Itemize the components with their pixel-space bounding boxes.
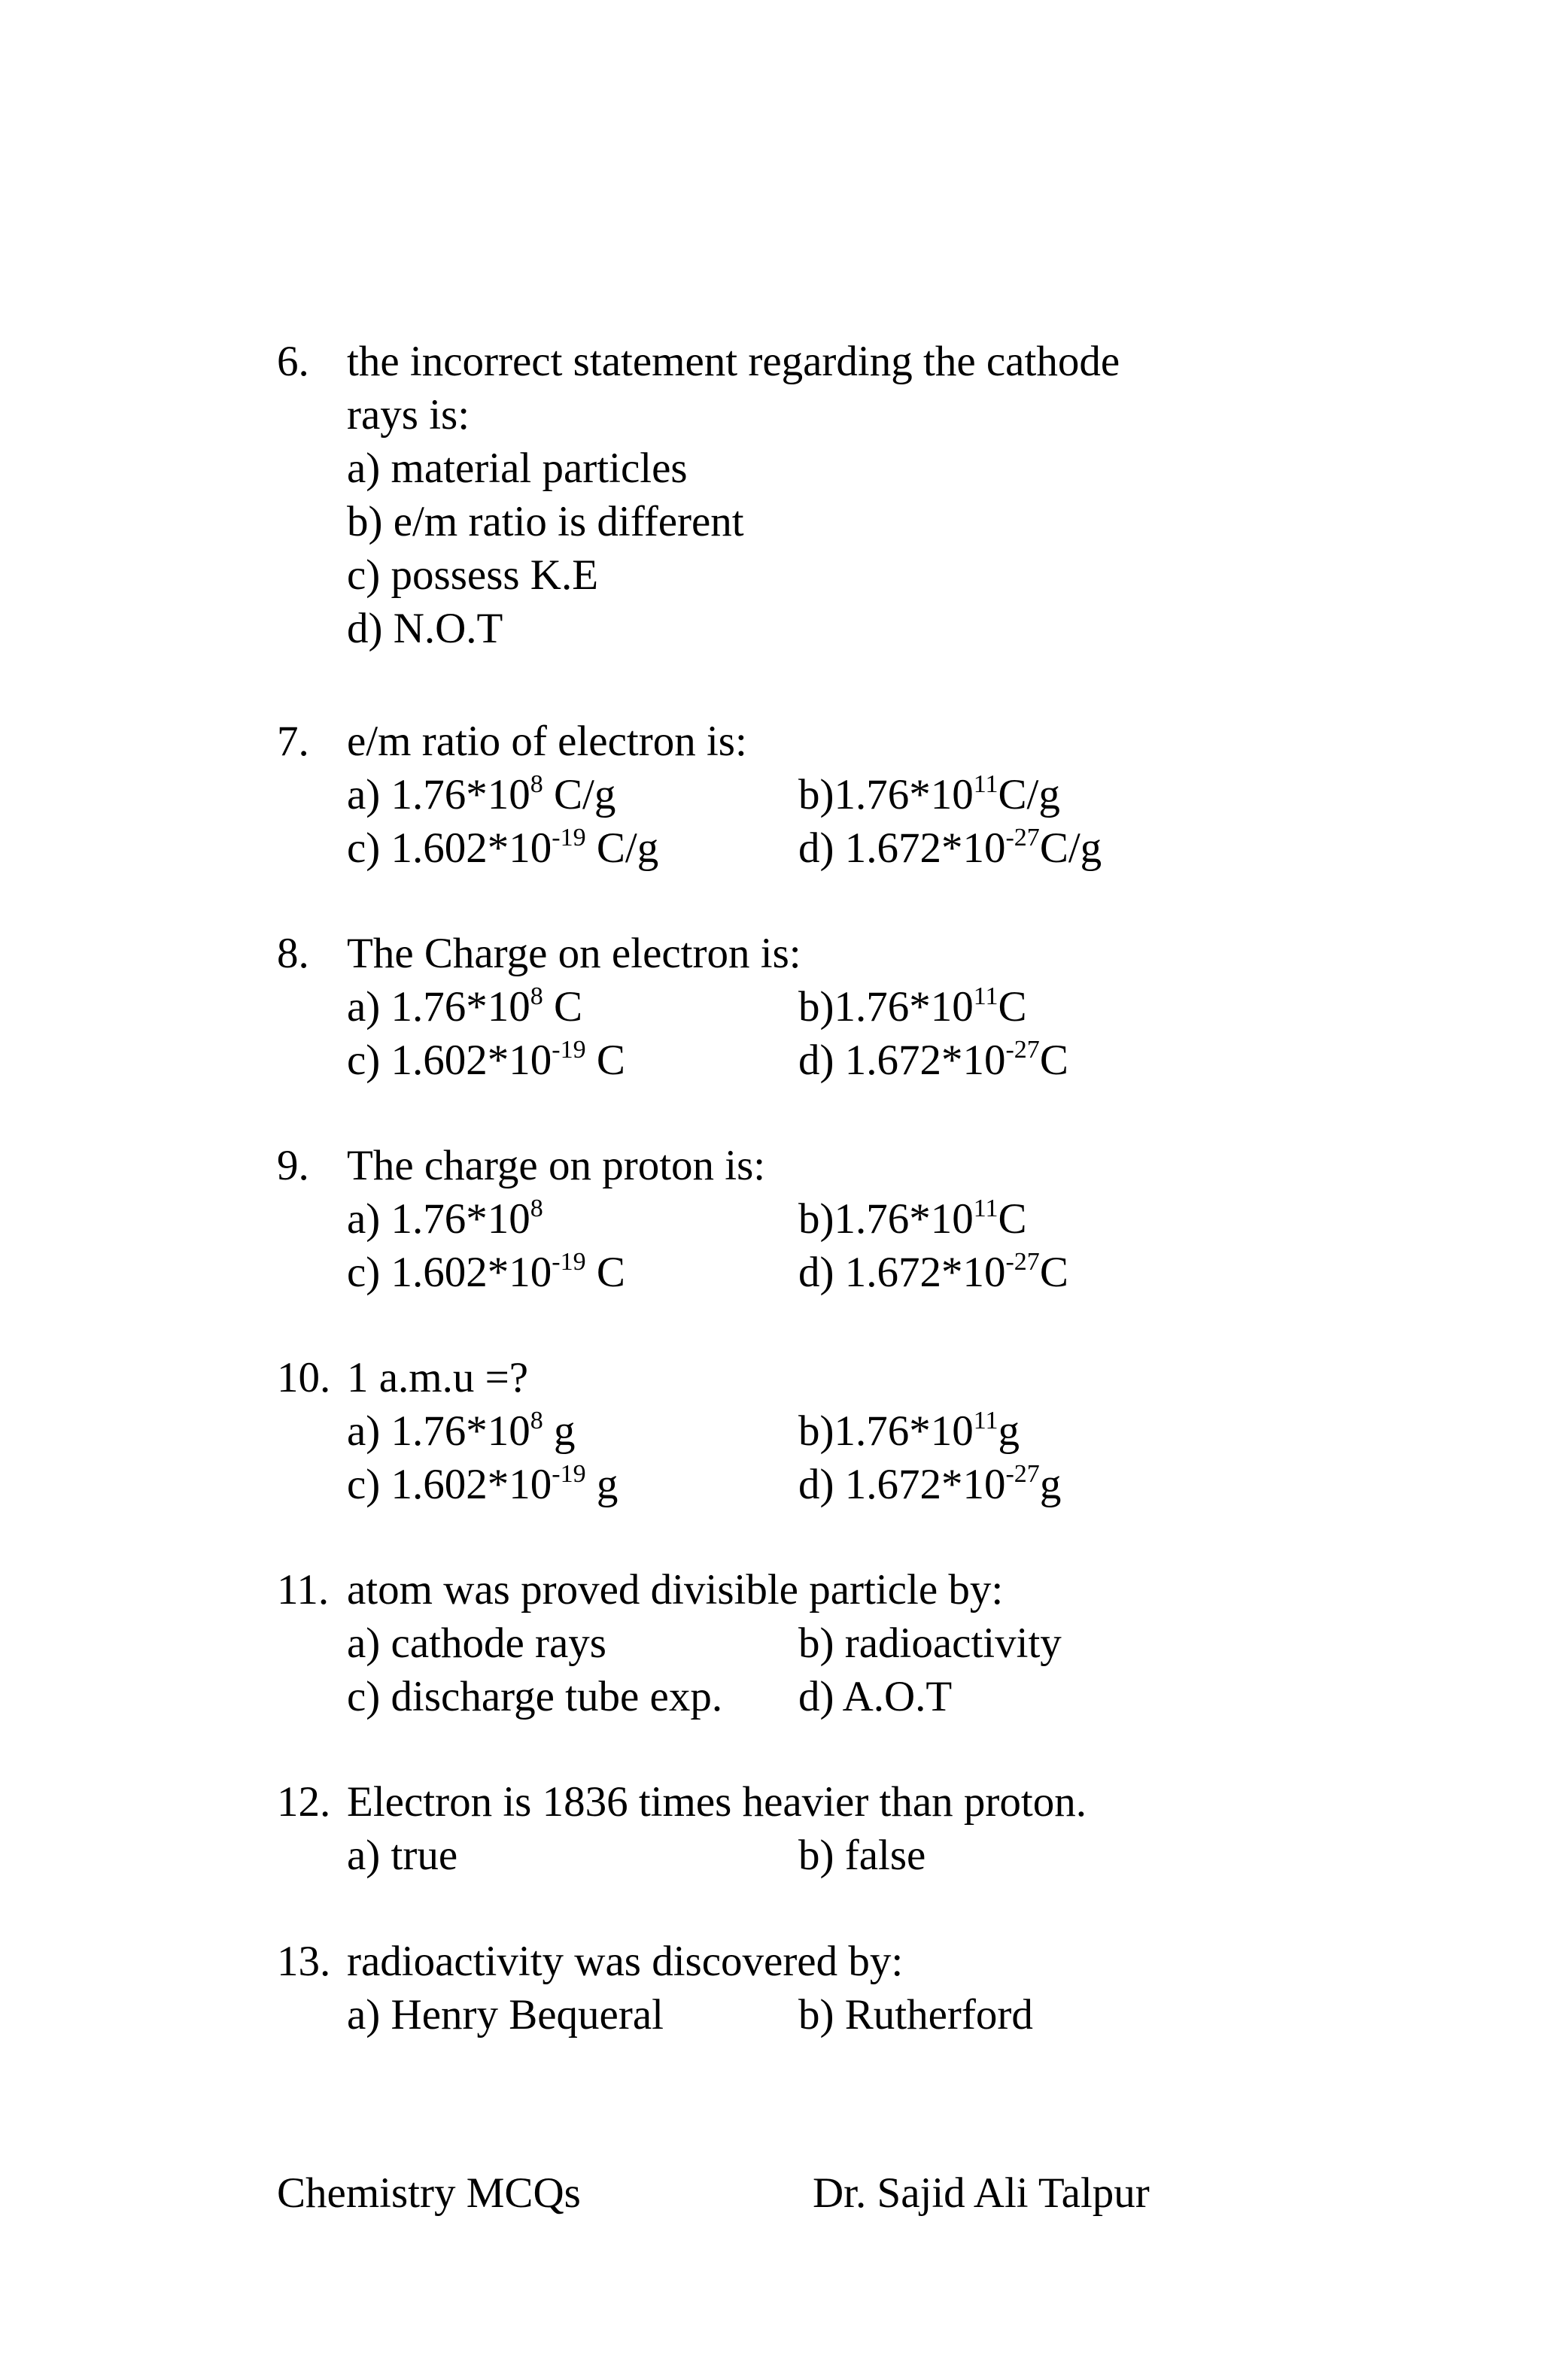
options-row: [277, 602, 1255, 655]
footer-left-text: Chemistry MCQs: [277, 2169, 581, 2217]
option-value: d) 1.672*10: [798, 1461, 1006, 1508]
question-text: The Charge on electron is:: [347, 930, 801, 977]
question-number: 8.: [277, 930, 309, 977]
question-line: [277, 1139, 1255, 1192]
question-line: [277, 1563, 1255, 1617]
question-text: e/m ratio of electron is:: [347, 718, 747, 765]
options-row: [277, 495, 1255, 548]
question-text: The charge on proton is:: [347, 1142, 766, 1189]
option-unit: C: [998, 983, 1027, 1031]
options-row: [277, 1034, 1255, 1087]
option-value: a) 1.76*10: [347, 1195, 530, 1243]
option-value: b)1.76*10: [798, 983, 974, 1031]
option-text: [347, 980, 582, 1034]
option-value: a) 1.76*10: [347, 771, 530, 818]
question-number: 9.: [277, 1142, 309, 1189]
question-text: the incorrect statement regarding the cathode: [347, 338, 1120, 385]
option-text: b) Rutherford: [798, 1991, 1033, 2038]
option-text: [798, 1192, 1027, 1246]
option-unit: C: [1039, 1037, 1068, 1084]
option-unit: C: [1039, 1249, 1068, 1296]
option-text: [347, 768, 615, 821]
option-text: a) Henry Bequeral: [347, 1991, 664, 2038]
options-row: [277, 1404, 1255, 1458]
option-text: [347, 1458, 618, 1511]
question-text: radioactivity was discovered by:: [347, 1938, 904, 1985]
question-text: 1 a.m.u =?: [347, 1354, 529, 1401]
question-line: [277, 715, 1255, 768]
question-number: 11.: [277, 1566, 330, 1613]
option-value: d) 1.672*10: [798, 1249, 1006, 1296]
options-row: [277, 768, 1255, 821]
option-value: b)1.76*10: [798, 1195, 974, 1243]
question-block: [277, 1935, 1255, 2042]
option-text: [798, 768, 1060, 821]
option-exponent: 8: [530, 1195, 543, 1222]
option-unit: g: [543, 1407, 576, 1455]
question-number: 10.: [277, 1354, 331, 1401]
option-text: d) A.O.T: [798, 1673, 953, 1720]
option-unit: g: [998, 1407, 1020, 1455]
question-line: [277, 1351, 1255, 1404]
options-row: [277, 1617, 1255, 1670]
option-value: c) 1.602*10: [347, 1461, 552, 1508]
question-line: [277, 1935, 1255, 1988]
option-unit: C: [585, 1249, 625, 1296]
question-block: [277, 927, 1255, 1087]
option-value: c) 1.602*10: [347, 824, 552, 872]
option-unit: C: [998, 1195, 1027, 1243]
question-line: [277, 1775, 1255, 1829]
option-value: a) 1.76*10: [347, 983, 530, 1031]
option-exponent: -19: [552, 824, 586, 852]
question-block: [277, 335, 1255, 655]
question-block: [277, 1351, 1255, 1511]
option-text: c) possess K.E: [347, 551, 599, 599]
question-text: Electron is 1836 times heavier than proton.: [347, 1778, 1087, 1826]
options-row: [277, 1829, 1255, 1882]
footer-right-text: Dr. Sajid Ali Talpur: [813, 2169, 1150, 2217]
options-row: [277, 1458, 1255, 1511]
option-text: [798, 1458, 1061, 1511]
option-unit: C/g: [1039, 824, 1102, 872]
option-unit: C/g: [585, 824, 659, 872]
option-exponent: -19: [552, 1248, 586, 1276]
option-exponent: 11: [973, 770, 998, 798]
option-exponent: 8: [530, 1407, 543, 1434]
option-unit: C/g: [543, 771, 616, 818]
question-block: [277, 1139, 1255, 1299]
options-row: [277, 1988, 1255, 2042]
option-exponent: 8: [530, 982, 543, 1010]
option-exponent: -27: [1005, 1248, 1040, 1276]
option-text: b) false: [798, 1832, 926, 1879]
option-value: c) 1.602*10: [347, 1037, 552, 1084]
option-text: a) true: [347, 1832, 458, 1879]
question-text: rays is:: [347, 391, 470, 439]
option-exponent: -19: [552, 1460, 586, 1488]
question-text: atom was proved divisible particle by:: [347, 1566, 1004, 1613]
option-text: [798, 1034, 1068, 1087]
option-text: [798, 1246, 1068, 1299]
option-unit: C/g: [998, 771, 1060, 818]
options-row: [277, 442, 1255, 495]
option-text: d) N.O.T: [347, 605, 503, 652]
option-exponent: -19: [552, 1036, 586, 1064]
question-number: 12.: [277, 1778, 331, 1826]
question-number: 13.: [277, 1938, 331, 1985]
option-text: [798, 980, 1027, 1034]
option-unit: g: [585, 1461, 619, 1508]
option-text: [798, 1404, 1020, 1458]
option-text: [347, 1404, 576, 1458]
option-exponent: 11: [973, 982, 998, 1010]
option-exponent: 11: [973, 1407, 998, 1434]
option-exponent: 8: [530, 770, 543, 798]
option-value: a) 1.76*10: [347, 1407, 530, 1455]
options-row: [277, 821, 1255, 875]
option-value: d) 1.672*10: [798, 824, 1006, 872]
question-block: [277, 715, 1255, 875]
options-row: [277, 1192, 1255, 1246]
option-unit: C: [543, 983, 583, 1031]
option-unit: C: [585, 1037, 625, 1084]
question-block: [277, 1775, 1255, 1882]
page-footer: [0, 2166, 1541, 2220]
option-exponent: 11: [973, 1195, 998, 1222]
option-text: [347, 1034, 625, 1087]
option-unit: g: [1039, 1461, 1062, 1508]
option-value: b)1.76*10: [798, 1407, 974, 1455]
option-text: [347, 1192, 543, 1246]
option-text: b) e/m ratio is different: [347, 498, 744, 545]
question-number: 7.: [277, 718, 309, 765]
option-text: a) material particles: [347, 445, 688, 492]
options-row: [277, 548, 1255, 602]
option-text: b) radioactivity: [798, 1620, 1062, 1667]
option-exponent: -27: [1005, 824, 1040, 852]
question-number: 6.: [277, 338, 309, 385]
option-text: [347, 1246, 625, 1299]
question-line: [277, 927, 1255, 980]
option-value: c) 1.602*10: [347, 1249, 552, 1296]
options-row: [277, 1246, 1255, 1299]
options-row: [277, 980, 1255, 1034]
option-exponent: -27: [1005, 1036, 1040, 1064]
question-block: [277, 1563, 1255, 1723]
option-exponent: -27: [1005, 1460, 1040, 1488]
option-text: [347, 821, 658, 875]
options-row: [277, 1670, 1255, 1723]
option-text: [798, 821, 1102, 875]
question-line: [277, 335, 1255, 388]
option-text: a) cathode rays: [347, 1620, 606, 1667]
option-text: c) discharge tube exp.: [347, 1673, 723, 1720]
option-value: b)1.76*10: [798, 771, 974, 818]
option-value: d) 1.672*10: [798, 1037, 1006, 1084]
question-line: [277, 388, 1255, 442]
